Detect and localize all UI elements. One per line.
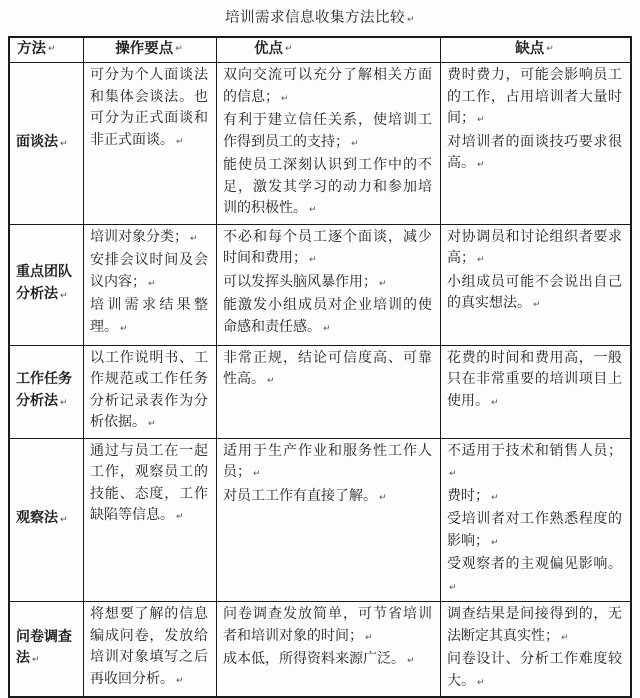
cell-paragraph: 成本低，所得资料来源广泛。 ↵: [223, 652, 415, 667]
paragraph-mark-icon: ↵: [379, 492, 387, 503]
pros-cell: [216, 345, 440, 438]
cell-paragraph: 培训对象分类； ↵: [90, 229, 198, 245]
paragraph-mark-icon: ↵: [351, 138, 359, 149]
paragraph-mark-icon: ↵: [449, 582, 457, 593]
cell-paragraph: 将想要了解的信息编成问卷，发放给培训对象填写之后再收回分析。 ↵: [90, 607, 208, 687]
paragraph-mark-icon: ↵: [281, 93, 289, 104]
column-header-pros: 优点 ↵: [216, 38, 440, 62]
paragraph-mark-icon: ↵: [379, 278, 387, 289]
method-label: 重点团队分析法 ↵: [16, 265, 72, 302]
paragraph-mark-icon: ↵: [477, 115, 485, 125]
paragraph-mark-icon: ↵: [285, 44, 293, 55]
method-label: 工作任务分析法 ↵: [16, 372, 72, 409]
paragraph-mark-icon: ↵: [175, 44, 183, 55]
cell-paragraph: 费时； ↵: [447, 488, 499, 504]
paragraph-mark-icon: ↵: [546, 44, 554, 55]
paragraph-mark-icon: ↵: [148, 419, 156, 429]
cell-paragraph: 小组成员可能不会说出自己的真实想法。 ↵: [447, 274, 622, 311]
operations-cell: [83, 601, 216, 696]
paragraph-mark-icon: ↵: [60, 290, 68, 301]
paragraph-mark-icon: ↵: [309, 255, 317, 265]
method-label: 观察法 ↵: [16, 511, 68, 526]
table-row-questionnaire: [10, 601, 630, 696]
column-header-method: 方法 ↵: [10, 38, 83, 62]
paragraph-mark-icon: ↵: [267, 376, 275, 386]
paragraph-mark-icon: ↵: [323, 323, 331, 334]
paragraph-mark-icon: ↵: [60, 515, 68, 525]
cons-cell: [440, 345, 630, 438]
cell-paragraph: 对员工工作有直接了解。 ↵: [223, 488, 387, 504]
method-name-cell: [10, 345, 83, 438]
cell-paragraph: 有利于建立信任关系，使培训工作得到员工的支持； ↵: [223, 113, 432, 150]
cell-paragraph: 能激发小组成员对企业培训的使命感和责任感。 ↵: [223, 298, 432, 335]
pros-cell: [216, 62, 440, 224]
paragraph-mark-icon: ↵: [561, 632, 569, 643]
method-name-cell: [10, 224, 83, 345]
cell-paragraph: 对培训者的面谈技巧要求很高。 ↵: [447, 134, 622, 171]
table-header-row: [10, 38, 630, 62]
paragraph-mark-icon: ↵: [190, 233, 198, 244]
operations-cell: [83, 438, 216, 602]
table-row-task-analysis: [10, 345, 630, 438]
cons-cell: [440, 438, 630, 602]
paragraph-mark-icon: ↵: [491, 537, 499, 548]
paragraph-mark-icon: ↵: [120, 323, 128, 334]
column-header-cons: 缺点 ↵: [440, 38, 630, 62]
method-label: 问卷调查法 ↵: [16, 629, 72, 666]
cell-paragraph: 可分为个人面谈法和集体会谈法。也可分为正式面谈和非正式面谈。 ↵: [90, 68, 208, 148]
paragraph-mark-icon: ↵: [48, 44, 56, 55]
operations-cell: [83, 224, 216, 345]
cell-paragraph: 花费的时间和费用高，一般只在非常重要的培训项目上使用。 ↵: [447, 350, 622, 409]
paragraph-mark-icon: ↵: [491, 397, 499, 408]
paragraph-mark-icon: ↵: [406, 15, 416, 25]
cell-paragraph: 调查结果是间接得到的，无法断定其真实性； ↵: [447, 607, 622, 644]
cell-paragraph: 不适用于技术和销售人员；↵: [447, 443, 622, 479]
paragraph-mark-icon: ↵: [60, 138, 68, 149]
pros-cell: [216, 601, 440, 696]
paragraph-mark-icon: ↵: [533, 300, 541, 310]
paragraph-mark-icon: ↵: [253, 469, 261, 479]
operations-cell: [83, 345, 216, 438]
paragraph-mark-icon: ↵: [449, 469, 457, 479]
column-header-operations: 操作要点 ↵: [83, 38, 216, 62]
comparison-table: [8, 36, 632, 698]
paragraph-mark-icon: ↵: [477, 160, 485, 170]
cons-cell: [440, 601, 630, 696]
cell-paragraph: 不必和每个员工逐个面谈，减少时间和费用； ↵: [223, 229, 432, 266]
cell-paragraph: 问卷调查发放简单，可节省培训者和培训对象的时间； ↵: [223, 607, 432, 644]
pros-cell: [216, 438, 440, 602]
paragraph-mark-icon: ↵: [148, 278, 156, 289]
paragraph-mark-icon: ↵: [60, 397, 68, 408]
method-name-cell: [10, 438, 83, 602]
cell-paragraph: 受培训者对工作熟悉程度的影响； ↵: [447, 512, 622, 549]
cons-cell: [440, 62, 630, 224]
cell-paragraph: 非常正规，结论可信度高、可靠性高。 ↵: [223, 350, 432, 387]
table-row-focus-group: [10, 224, 630, 345]
page-title: 培训需求信息收集方法比较 ↵: [224, 10, 416, 26]
paragraph-mark-icon: ↵: [365, 632, 373, 643]
table-row-interview: [10, 62, 630, 224]
paragraph-mark-icon: ↵: [176, 675, 184, 686]
method-label: 面谈法 ↵: [16, 134, 68, 150]
paragraph-mark-icon: ↵: [176, 136, 184, 147]
cell-paragraph: 受观察者的主观偏见影响。↵: [447, 557, 622, 593]
cell-paragraph: 适用于生产作业和服务性工作人员； ↵: [223, 443, 432, 480]
cell-paragraph: 可以发挥头脑风暴作用； ↵: [223, 274, 387, 290]
paragraph-mark-icon: ↵: [32, 655, 40, 665]
paragraph-mark-icon: ↵: [407, 656, 415, 666]
cell-paragraph: 对协调员和讨论组织者要求高； ↵: [447, 229, 622, 266]
cons-cell: [440, 224, 630, 345]
paragraph-mark-icon: ↵: [491, 492, 499, 503]
method-name-cell: [10, 62, 83, 224]
cell-paragraph: 问卷设计、分析工作难度较大。 ↵: [447, 652, 622, 689]
cell-paragraph: 以工作说明书、工作规范或工作任务分析记录表作为分析依据。 ↵: [90, 350, 208, 430]
method-name-cell: [10, 601, 83, 696]
paragraph-mark-icon: ↵: [477, 255, 485, 265]
cell-paragraph: 通过与员工在一起工作，观察员工的技能、态度，工作缺陷等信息。 ↵: [90, 443, 208, 523]
paragraph-mark-icon: ↵: [176, 512, 184, 522]
cell-paragraph: 培训需求结果整理。 ↵: [90, 298, 208, 335]
paragraph-mark-icon: ↵: [477, 677, 485, 688]
cell-paragraph: 双向交流可以充分了解相关方面的信息； ↵: [223, 68, 432, 105]
table-row-observation: [10, 438, 630, 602]
pros-cell: [216, 224, 440, 345]
operations-cell: [83, 62, 216, 224]
cell-paragraph: 安排会议时间及会议内容； ↵: [90, 253, 208, 290]
cell-paragraph: 能使员工深刻认识到工作中的不足，激发其学习的动力和参加培训的积极性。 ↵: [223, 158, 432, 216]
paragraph-mark-icon: ↵: [309, 205, 317, 215]
cell-paragraph: 费时费力，可能会影响员工的工作，占用培训者大量时间； ↵: [447, 68, 622, 126]
